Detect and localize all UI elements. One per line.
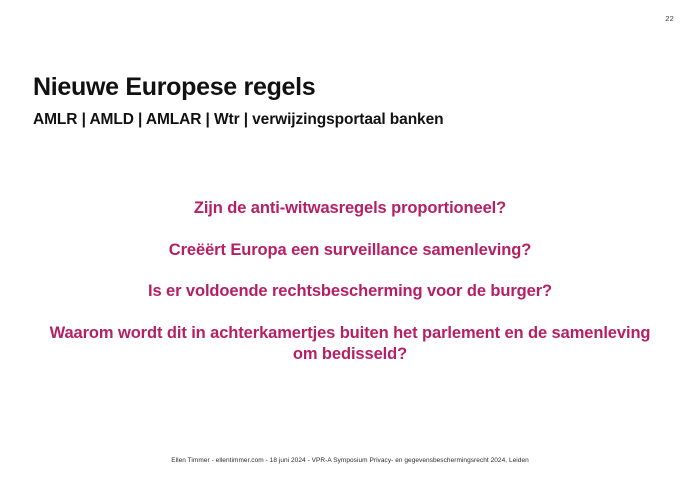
question-item-3: Is er voldoende rechtsbescherming voor de burger?: [147, 282, 553, 301]
slide-footer: Ellen Timmer - ellentimmer.com - 18 juni 2024 - VPR-A Symposium Privacy- en gegevensbeschermingsrecht 2024, Leiden: [171, 457, 529, 464]
page-subtitle: AMLR | AMLD | AMLAR | Wtr | verwijzingsportaal banken: [33, 110, 444, 128]
page-number: 22: [665, 14, 674, 23]
question-item-4: Waarom wordt dit in achterkamertjes buiten het parlement en de samenleving om bedisseld?: [49, 323, 651, 363]
page-title: Nieuwe Europese regels: [33, 73, 316, 101]
question-item-1: Zijn de anti-witwasregels proportioneel?: [193, 199, 507, 217]
title-block: [33, 74, 673, 129]
question-list: [33, 198, 667, 364]
question-item-2: Creëërt Europa een surveillance samenleving?: [168, 240, 532, 259]
